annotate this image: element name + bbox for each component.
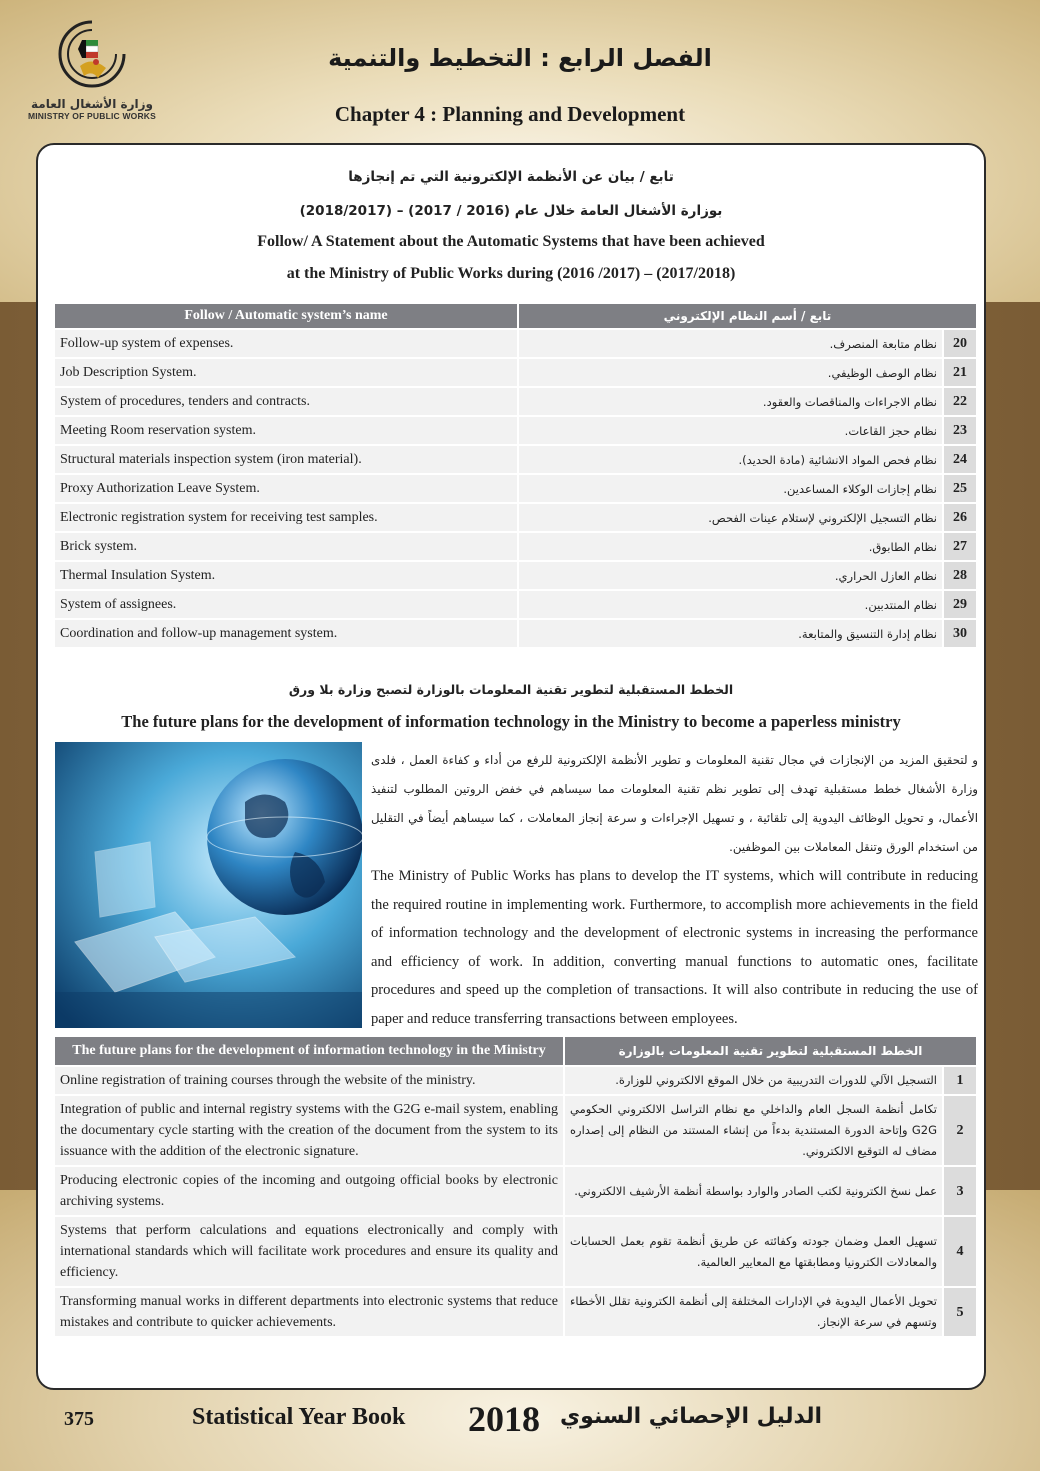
row-ar: نظام متابعة المنصرف.: [519, 330, 942, 357]
footer-title-english: Statistical Year Book: [192, 1404, 406, 1430]
logo-english-text: MINISTRY OF PUBLIC WORKS: [27, 111, 157, 121]
row-ar: تسهيل العمل وضمان جودته وكفائته عن طريق أنظمة تقوم بعمل الحسابات والمعادلات الكترونيا ومطابقتها مع المعايير العالمية.: [565, 1217, 942, 1286]
row-en: System of assignees.: [55, 591, 517, 618]
header-english: The future plans for the development of information technology in the Ministry: [55, 1037, 563, 1065]
row-ar: نظام إجازات الوكلاء المساعدين.: [519, 475, 942, 502]
row-num: 29: [944, 591, 976, 618]
statement-title-ar-1: تابع / بيان عن الأنظمة الإلكترونية التي تم إنجازها: [348, 169, 674, 185]
row-num: 4: [944, 1217, 976, 1286]
row-ar: التسجيل الآلي للدورات التدريبية من خلال الموقع الالكتروني للوزارة.: [565, 1067, 942, 1094]
row-ar: عمل نسخ الكترونية لكتب الصادر والوارد بواسطة أنظمة الأرشيف الالكتروني.: [565, 1167, 942, 1215]
footer-title-arabic: الدليل الإحصائي السنوي: [560, 1404, 823, 1429]
header-english: Follow / Automatic system’s name: [55, 304, 517, 328]
row-num: 22: [944, 388, 976, 415]
header-arabic: الخطط المستقبلية لتطوير تقنية المعلومات بالوزارة: [565, 1037, 976, 1065]
row-ar: تحويل الأعمال اليدوية في الإدارات المختلفة إلى أنظمة الكترونية تقلل الأخطاء وتسهم في سرعة الإنجاز.: [565, 1288, 942, 1336]
row-en: Integration of public and internal registry systems with the G2G e-mail system, enabling the documentary cycle starting with the creation of the document from the system to its issuance with the addition of the electronic signature.: [55, 1096, 563, 1165]
row-en: Transforming manual works in different departments into electronic systems that reduce mistakes and contribute to quicker achievements.: [55, 1288, 563, 1336]
table-row: [55, 359, 976, 386]
table-row: [55, 1167, 976, 1215]
row-en: Meeting Room reservation system.: [55, 417, 517, 444]
table-header-row: [55, 304, 976, 328]
row-ar: تكامل أنظمة السجل العام والداخلي مع نظام التراسل الالكتروني الحكومي G2G وإتاحة الدورة المستندية بدءاً من إنشاء المستند من النظام إلى إصداره مضاف له التوقيع الالكتروني.: [565, 1096, 942, 1165]
future-plans-title-en: The future plans for the development of information technology in the Ministry to become a paperless ministry: [121, 712, 901, 731]
table-row: [55, 620, 976, 647]
statement-title-ar-2: بوزارة الأشغال العامة خلال عام (2016 / 2017) – (2018/2017): [299, 203, 723, 219]
row-ar: نظام فحص المواد الانشائية (مادة الحديد).: [519, 446, 942, 473]
table-header-row: [55, 1037, 976, 1065]
row-en: Systems that perform calculations and equations electronically and comply with international standards which will facilitate work procedures and ensure its quality and efficiency.: [55, 1217, 563, 1286]
row-ar: نظام الوصف الوظيفي.: [519, 359, 942, 386]
table-row: [55, 591, 976, 618]
content-card: [36, 143, 986, 1390]
future-plans-table: [53, 1035, 978, 1338]
footer-year: 2018: [468, 1399, 540, 1439]
row-en: Structural materials inspection system (iron material).: [55, 446, 517, 473]
row-num: 20: [944, 330, 976, 357]
table-row: [55, 1217, 976, 1286]
row-num: 23: [944, 417, 976, 444]
ministry-emblem-icon: [52, 18, 132, 90]
row-ar: نظام المنتدبين.: [519, 591, 942, 618]
row-num: 21: [944, 359, 976, 386]
row-ar: نظام الطابوق.: [519, 533, 942, 560]
table-row: [55, 533, 976, 560]
chapter-title-english: Chapter 4 : Planning and Development: [334, 102, 686, 126]
row-en: System of procedures, tenders and contracts.: [55, 388, 517, 415]
row-en: Job Description System.: [55, 359, 517, 386]
row-en: Coordination and follow-up management system.: [55, 620, 517, 647]
table-row: [55, 1067, 976, 1094]
chapter-title-arabic: الفصل الرابع : التخطيط والتنمية: [328, 44, 712, 72]
table-row: [55, 1096, 976, 1165]
logo-arabic-text: وزارة الأشغال العامة: [31, 97, 153, 111]
automatic-systems-table: [53, 302, 978, 649]
row-ar: نظام العازل الحراري.: [519, 562, 942, 589]
row-num: 24: [944, 446, 976, 473]
row-en: Producing electronic copies of the incoming and outgoing official books by electronic archiving systems.: [55, 1167, 563, 1215]
ministry-logo: [22, 18, 162, 128]
row-num: 26: [944, 504, 976, 531]
future-plans-title-ar: الخطط المستقبلية لتطوير تقنية المعلومات بالوزارة لتصبح وزارة بلا ورق: [288, 682, 734, 697]
row-en: Brick system.: [55, 533, 517, 560]
row-ar: نظام حجز القاعات.: [519, 417, 942, 444]
future-plans-paragraph-en: The Ministry of Public Works has plans to develop the IT systems, which will contribute in reducing the required routine in implementing work. Furthermore, to accomplish more achievements in the field of information technology and the development of electronic systems in increasing the performance and efficiency of work. In addition, converting manual functions to automatic ones, facilitate procedures and speed up the completion of transactions. It will also contribute in reducing the use of paper and reduce transferring transactions between employees.: [371, 868, 978, 1027]
row-num: 30: [944, 620, 976, 647]
row-num: 2: [944, 1096, 976, 1165]
table-row: [55, 475, 976, 502]
table-row: [55, 446, 976, 473]
row-ar: نظام إدارة التنسيق والمتابعة.: [519, 620, 942, 647]
row-num: 1: [944, 1067, 976, 1094]
row-ar: نظام الاجراءات والمناقصات والعقود.: [519, 388, 942, 415]
header-arabic: تابع / أسم النظام الإلكتروني: [519, 304, 976, 328]
row-num: 27: [944, 533, 976, 560]
row-ar: نظام التسجيل الإلكتروني لإستلام عينات الفحص.: [519, 504, 942, 531]
row-en: Thermal Insulation System.: [55, 562, 517, 589]
row-num: 5: [944, 1288, 976, 1336]
table-row: [55, 388, 976, 415]
table-row: [55, 417, 976, 444]
future-plans-paragraph-ar: و لتحقيق المزيد من الإنجازات في مجال تقنية المعلومات و تطوير الأنظمة الإلكترونية للرفع من أداء و كفاءة العمل ، فلدى وزارة الأشغال خطط مستقبلية تهدف إلى تطوير نظم تقنية المعلومات مما سيساهم في خفض الروتين المطلوب لتنفيذ الأعمال، و تحويل الوظائف اليدوية إلى تلقائية ، و تسهيل الإجراءات و سرعة إنجاز المعاملات ، كما سيساهم أيضاً في التقليل من استخدام الورق وتنقل المعاملات بين الموظفين.: [371, 753, 978, 854]
table-row: [55, 504, 976, 531]
row-en: Electronic registration system for receiving test samples.: [55, 504, 517, 531]
table-row: [55, 330, 976, 357]
row-num: 25: [944, 475, 976, 502]
statement-title-en-2: at the Ministry of Public Works during (2016 /2017) – (2017/2018): [286, 265, 736, 282]
technology-globe-image: [55, 742, 362, 1028]
table-row: [55, 1288, 976, 1336]
row-num: 3: [944, 1167, 976, 1215]
row-en: Online registration of training courses through the website of the ministry.: [55, 1067, 563, 1094]
row-num: 28: [944, 562, 976, 589]
page-number: 375: [64, 1408, 94, 1430]
table-row: [55, 562, 976, 589]
row-en: Follow-up system of expenses.: [55, 330, 517, 357]
row-en: Proxy Authorization Leave System.: [55, 475, 517, 502]
statement-title-en-1: Follow/ A Statement about the Automatic Systems that have been achieved: [257, 233, 765, 250]
